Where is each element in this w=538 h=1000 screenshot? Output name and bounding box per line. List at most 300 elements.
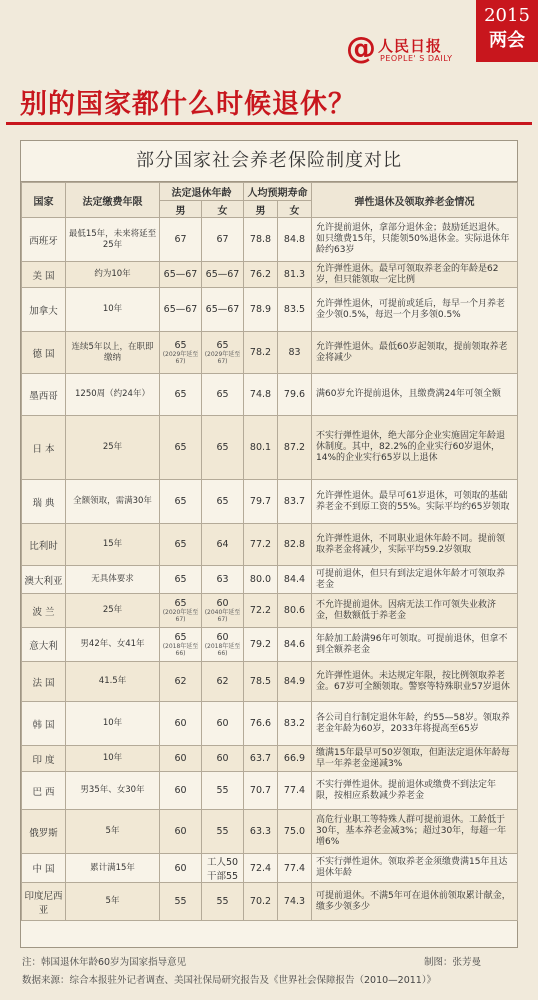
cell-country-text: 中 国	[32, 864, 55, 875]
brand-english: PEOPLE' S DAILY	[380, 54, 453, 63]
cell-flex	[312, 662, 518, 702]
brand-name: 人民日报	[378, 37, 443, 55]
cell-country-text: 加拿大	[29, 305, 58, 317]
cell-contribution	[66, 702, 160, 746]
cell-contribution-text: 15年	[102, 539, 123, 549]
cell-life-male	[244, 594, 278, 628]
cell-retire-male-text: 60	[174, 718, 187, 729]
cell-country	[22, 218, 66, 262]
cell-life-female	[278, 332, 312, 374]
cell-life-female-text: 87.2	[283, 442, 306, 453]
cell-life-female-text: 82.8	[283, 539, 306, 550]
cell-flex	[312, 854, 518, 883]
header-contribution: 法定缴费年限	[66, 183, 160, 218]
badge-year: 2015	[484, 5, 530, 26]
cell-life-female-text: 74.3	[283, 896, 306, 907]
header-retire-age: 法定退休年龄	[160, 183, 244, 201]
table-row	[22, 854, 518, 883]
cell-life-male-text: 70.2	[249, 896, 272, 907]
cell-country-text: 比利时	[29, 540, 58, 552]
cell-life-female	[278, 262, 312, 288]
cell-flex-text: 高危行业职工等特殊人群可提前退休。工龄低于30年，基本养老金减3%；超过30年，每超一年增6%	[316, 815, 507, 847]
header-retire-female: 女	[202, 201, 244, 218]
cell-life-female-text: 84.8	[283, 234, 306, 245]
cell-life-female-text: 77.4	[283, 785, 306, 796]
cell-contribution	[66, 524, 160, 566]
table-title: 部分国家社会养老保险制度对比	[21, 141, 517, 182]
cell-country-text: 意大利	[29, 640, 58, 652]
cell-contribution	[66, 374, 160, 416]
cell-flex-text: 可提前退休，但只有到法定退休年龄才可领取养老金	[316, 568, 506, 590]
cell-contribution	[66, 854, 160, 883]
cell-contribution-text: 男42年、女41年	[80, 639, 145, 649]
cell-country	[22, 702, 66, 746]
cell-contribution-text: 无具体要求	[91, 574, 134, 584]
cell-retire-female-text: 工人50 干部55	[206, 857, 239, 882]
comparison-table-panel	[20, 140, 518, 948]
cell-retire-male-text: 65	[174, 389, 187, 400]
cell-flex-text: 各公司自行制定退休年龄，约55—58岁。领取养老金年龄为60岁，2033年将提高至65岁	[316, 712, 510, 734]
cell-life-male-text: 63.3	[249, 826, 272, 837]
cell-retire-female-text: 55	[216, 896, 229, 907]
cell-retire-male-text: 62	[174, 676, 187, 687]
cell-retire-male-text: 60	[174, 826, 187, 837]
cell-life-male-text: 78.2	[249, 347, 272, 358]
cell-retire-male	[160, 480, 202, 524]
footer-credit: 制图：张芳曼	[424, 957, 482, 968]
cell-retire-female-text: 65	[216, 442, 229, 453]
cell-life-male-text: 78.8	[249, 234, 272, 245]
cell-life-male	[244, 702, 278, 746]
cell-life-male-text: 70.7	[249, 785, 272, 796]
table-row	[22, 566, 518, 594]
cell-retire-female-text: 65—67	[205, 269, 240, 280]
cell-contribution	[66, 662, 160, 702]
cell-retire-female	[202, 883, 244, 921]
cell-retire-male	[160, 883, 202, 921]
cell-life-male	[244, 628, 278, 662]
cell-flex-text: 允许弹性退休，可提前或延后，每早一个月养老金少领0.5%，每迟一个月多领0.5%	[316, 298, 506, 320]
cell-country	[22, 416, 66, 480]
cell-contribution	[66, 883, 160, 921]
cell-flex-text: 不实行弹性退休。提前退休或缴费不到法定年限，按相应系数减少养老金	[316, 779, 497, 801]
cell-country-text: 美 国	[32, 270, 55, 282]
cell-retire-female-text: 55	[216, 826, 229, 837]
cell-life-female-text: 77.4	[283, 862, 306, 874]
cell-flex	[312, 480, 518, 524]
cell-flex	[312, 524, 518, 566]
cell-retire-female-text: 60	[216, 718, 229, 729]
cell-flex	[312, 262, 518, 288]
cell-retire-female	[202, 594, 244, 628]
cell-life-male-text: 78.5	[249, 676, 272, 687]
cell-life-female	[278, 374, 312, 416]
cell-retire-male-text: 55	[174, 896, 187, 907]
table-row	[22, 374, 518, 416]
cell-retire-male	[160, 218, 202, 262]
cell-life-male-text: 78.9	[249, 304, 272, 315]
cell-flex-text: 满60岁允许提前退休，且缴费满24年可领全额	[316, 389, 501, 399]
cell-contribution-text: 男35年、女30年	[80, 785, 145, 795]
header-retire-male: 男	[160, 201, 202, 218]
cell-retire-female-note: (2029年延至67)	[204, 351, 241, 365]
headline-rule	[6, 122, 532, 125]
cell-retire-female	[202, 218, 244, 262]
cell-retire-male	[160, 288, 202, 332]
cell-country	[22, 594, 66, 628]
cell-life-female	[278, 480, 312, 524]
cell-life-male-text: 72.2	[249, 605, 272, 616]
cell-life-male	[244, 810, 278, 854]
cell-retire-female-text: 62	[216, 676, 229, 687]
cell-flex	[312, 566, 518, 594]
cell-retire-female	[202, 332, 244, 374]
table-row	[22, 810, 518, 854]
cell-contribution-text: 41.5年	[98, 676, 127, 686]
table-row	[22, 662, 518, 702]
cell-retire-female-text: 65—67	[205, 304, 240, 315]
table-row	[22, 746, 518, 772]
cell-flex	[312, 374, 518, 416]
page-headline: 别的国家都什么时候退休？	[20, 89, 356, 120]
cell-retire-male-note: (2020年延至67)	[162, 609, 199, 623]
cell-retire-male	[160, 854, 202, 883]
cell-country-text: 德 国	[32, 348, 55, 360]
cell-life-female	[278, 416, 312, 480]
cell-retire-male-note: (2018年延至66)	[162, 643, 199, 657]
header-life: 人均预期寿命	[244, 183, 312, 201]
cell-life-female	[278, 218, 312, 262]
cell-life-female-text: 84.6	[283, 639, 306, 650]
cell-flex-text: 不允许提前退休。因病无法工作可领失业救济金，但数额低于养老金	[316, 599, 497, 621]
cell-retire-female	[202, 854, 244, 883]
cell-contribution-text: 最低15年，未来将延至25年	[68, 228, 157, 250]
cell-flex-text: 不实行弹性退休。领取养老金须缴费满15年且达退休年龄	[316, 857, 508, 878]
cell-country-text: 日 本	[32, 443, 55, 455]
cell-flex	[312, 628, 518, 662]
cell-life-female	[278, 810, 312, 854]
cell-life-female	[278, 566, 312, 594]
cell-country-text: 巴 西	[32, 786, 55, 798]
cell-contribution-text: 10年	[102, 753, 123, 763]
cell-country	[22, 480, 66, 524]
cell-contribution-text: 连续5年以上，在职即缴纳	[71, 341, 154, 363]
cell-life-female	[278, 702, 312, 746]
cell-retire-male-text: 67	[174, 234, 187, 245]
cell-retire-male-text: 60	[174, 785, 187, 796]
cell-retire-female-note: (2018年延至66)	[204, 643, 241, 657]
brand-logo	[346, 32, 466, 68]
table-row	[22, 883, 518, 921]
cell-life-female-text: 80.6	[283, 605, 306, 616]
cell-life-male-text: 76.6	[249, 718, 272, 729]
cell-retire-male	[160, 772, 202, 810]
cell-flex-text: 可提前退休。不满5年可在退休前领取累计献金，缴多少领多少	[316, 890, 511, 912]
cell-country-text: 韩 国	[32, 719, 55, 731]
cell-retire-male-text: 65	[174, 539, 187, 550]
cell-contribution	[66, 288, 160, 332]
cell-life-female-text: 83.2	[283, 718, 306, 729]
comparison-table	[21, 182, 518, 921]
cell-life-male-text: 79.7	[249, 496, 272, 507]
cell-contribution	[66, 594, 160, 628]
cell-retire-female	[202, 524, 244, 566]
cell-retire-female-text: 65	[216, 340, 229, 351]
cell-flex-text: 允许弹性退休。最早可61岁退休，可领取的基础养老金不到原工资的55%。实际平均约65岁领取	[316, 490, 510, 512]
cell-flex	[312, 772, 518, 810]
header-country: 国家	[22, 183, 66, 218]
cell-contribution	[66, 416, 160, 480]
cell-country-text: 澳大利亚	[24, 575, 63, 587]
cell-retire-female	[202, 702, 244, 746]
cell-life-female	[278, 288, 312, 332]
cell-retire-male-note: (2029年延至67)	[162, 351, 199, 365]
header-life-male: 男	[244, 201, 278, 218]
cell-retire-male-text: 65	[174, 496, 187, 507]
cell-life-female	[278, 883, 312, 921]
table-row	[22, 416, 518, 480]
cell-retire-male	[160, 416, 202, 480]
cell-retire-male	[160, 662, 202, 702]
cell-contribution	[66, 746, 160, 772]
cell-life-male-text: 79.2	[249, 639, 272, 650]
cell-country	[22, 810, 66, 854]
cell-country	[22, 374, 66, 416]
cell-life-female	[278, 662, 312, 702]
cell-life-male	[244, 262, 278, 288]
cell-retire-female-text: 60	[216, 598, 229, 609]
cell-retire-male-text: 65	[174, 340, 187, 351]
cell-retire-female-text: 64	[216, 539, 229, 550]
brand-mark-icon: @	[346, 31, 376, 66]
cell-life-female-text: 79.6	[283, 389, 306, 400]
cell-retire-male	[160, 262, 202, 288]
cell-retire-female	[202, 566, 244, 594]
cell-flex-text: 缴满15年最早可50岁领取，但距法定退休年龄每早一年养老金递减3%	[316, 747, 510, 769]
header-life-female: 女	[278, 201, 312, 218]
cell-life-male	[244, 374, 278, 416]
cell-flex	[312, 594, 518, 628]
cell-retire-female-text: 67	[216, 234, 229, 245]
cell-life-female-text: 83	[288, 347, 301, 358]
cell-contribution	[66, 218, 160, 262]
cell-retire-male	[160, 594, 202, 628]
cell-life-male	[244, 854, 278, 883]
cell-country	[22, 332, 66, 374]
cell-retire-female	[202, 374, 244, 416]
cell-retire-female	[202, 746, 244, 772]
cell-life-male	[244, 883, 278, 921]
cell-life-female	[278, 854, 312, 883]
cell-retire-male	[160, 374, 202, 416]
cell-flex	[312, 810, 518, 854]
cell-life-male-text: 77.2	[249, 539, 272, 550]
cell-retire-female-text: 65	[216, 389, 229, 400]
table-row	[22, 262, 518, 288]
cell-contribution	[66, 480, 160, 524]
cell-contribution	[66, 772, 160, 810]
cell-life-male	[244, 746, 278, 772]
table-row	[22, 702, 518, 746]
cell-flex-text: 允许提前退休，拿部分退休金；鼓励延迟退休。如只缴费15年，只能领50%退休金。实际退休年龄约63岁	[316, 223, 510, 255]
cell-life-female-text: 84.9	[283, 676, 306, 687]
cell-life-female-text: 81.3	[283, 269, 306, 280]
cell-flex-text: 年龄加工龄满96年可领取。可提前退休，但拿不到全额养老金	[316, 633, 508, 655]
cell-country-text: 俄罗斯	[29, 827, 58, 839]
cell-flex-text: 允许弹性退休，不同职业退休年龄不同。提前领取养老金将减少，实际平均59.2岁领取	[316, 533, 506, 555]
cell-country-text: 瑞 典	[32, 497, 55, 509]
cell-country-text: 波 兰	[32, 606, 55, 618]
cell-contribution	[66, 810, 160, 854]
cell-retire-female-note: (2040年延至67)	[204, 609, 241, 623]
cell-retire-male	[160, 746, 202, 772]
cell-life-male	[244, 288, 278, 332]
table-row	[22, 772, 518, 810]
cell-retire-male	[160, 332, 202, 374]
cell-retire-male-text: 65—67	[163, 304, 198, 315]
cell-contribution-text: 累计满15年	[90, 862, 135, 873]
cell-retire-female	[202, 810, 244, 854]
cell-flex	[312, 218, 518, 262]
cell-life-female	[278, 628, 312, 662]
cell-life-female	[278, 524, 312, 566]
cell-retire-male-text: 65	[174, 574, 187, 585]
cell-life-male	[244, 416, 278, 480]
cell-life-female-text: 75.0	[283, 826, 306, 837]
cell-country-text: 法 国	[32, 677, 55, 689]
cell-flex	[312, 416, 518, 480]
cell-retire-male	[160, 566, 202, 594]
cell-retire-female	[202, 628, 244, 662]
cell-country	[22, 772, 66, 810]
cell-retire-male-text: 65—67	[163, 269, 198, 280]
cell-contribution-text: 约为10年	[94, 269, 131, 279]
cell-life-female-text: 66.9	[283, 753, 306, 764]
cell-country	[22, 628, 66, 662]
cell-retire-female-text: 60	[216, 632, 229, 643]
cell-flex	[312, 288, 518, 332]
footer-note: 注：韩国退休年龄60岁为国家指导意见	[22, 957, 187, 968]
header-flex: 弹性退休及领取养老金情况	[312, 183, 518, 218]
cell-country-text: 墨西哥	[29, 390, 58, 402]
cell-flex-text: 允许弹性退休。最早可领取养老金的年龄是62岁，但只能领取一定比例	[316, 263, 499, 285]
cell-life-male	[244, 662, 278, 702]
cell-life-female	[278, 746, 312, 772]
cell-country	[22, 524, 66, 566]
cell-contribution-text: 10年	[102, 304, 123, 314]
cell-contribution-text: 全额领取，需满30年	[73, 496, 152, 506]
cell-retire-female-text: 63	[216, 574, 229, 585]
cell-life-female-text: 84.4	[283, 574, 306, 585]
cell-contribution-text: 1250周（约24年）	[75, 389, 150, 399]
table-row	[22, 628, 518, 662]
cell-retire-male	[160, 524, 202, 566]
cell-retire-female	[202, 288, 244, 332]
cell-life-male-text: 74.8	[249, 389, 272, 400]
cell-life-male	[244, 524, 278, 566]
cell-life-male-text: 80.1	[249, 442, 272, 453]
cell-flex-text: 允许弹性退休。未达规定年限，按比例领取养老金。67岁可全额领取。警察等特殊职业57岁退休	[316, 670, 510, 692]
cell-retire-male	[160, 810, 202, 854]
cell-life-male-text: 80.0	[249, 574, 272, 585]
cell-retire-female-text: 65	[216, 496, 229, 507]
cell-life-female-text: 83.7	[283, 496, 306, 507]
cell-contribution	[66, 628, 160, 662]
cell-country	[22, 854, 66, 883]
cell-retire-male-text: 65	[174, 598, 187, 609]
cell-life-male	[244, 332, 278, 374]
cell-flex	[312, 883, 518, 921]
cell-retire-male	[160, 702, 202, 746]
cell-life-male	[244, 772, 278, 810]
cell-retire-female-text: 60	[216, 753, 229, 764]
cell-life-female-text: 83.5	[283, 304, 306, 315]
cell-country-text: 西班牙	[29, 235, 58, 247]
cell-flex	[312, 702, 518, 746]
table-body	[22, 218, 518, 921]
cell-retire-male	[160, 628, 202, 662]
cell-life-male-text: 76.2	[249, 269, 272, 280]
cell-country-text: 印 度	[32, 754, 55, 766]
table-row	[22, 288, 518, 332]
cell-retire-female	[202, 772, 244, 810]
year-badge	[476, 0, 538, 62]
cell-flex-text: 不实行弹性退休，绝大部分企业实施固定年龄退休制度。其中，82.2%的企业实行60岁退休，14%的企业实行65岁以上退休	[316, 431, 506, 463]
cell-flex	[312, 746, 518, 772]
cell-retire-male-text: 65	[174, 632, 187, 643]
table-row	[22, 218, 518, 262]
cell-country	[22, 883, 66, 921]
table-row	[22, 480, 518, 524]
cell-country	[22, 662, 66, 702]
cell-retire-female	[202, 416, 244, 480]
cell-contribution	[66, 262, 160, 288]
cell-retire-female	[202, 662, 244, 702]
badge-label: 两会	[489, 30, 525, 51]
cell-country	[22, 566, 66, 594]
cell-retire-female-text: 55	[216, 785, 229, 796]
cell-retire-male-text: 60	[174, 753, 187, 764]
cell-contribution-text: 25年	[102, 605, 123, 615]
footer-source: 数据来源：综合本报驻外记者调查、美国社保局研究报告及《世界社会保障报告（2010—2011）》	[22, 975, 437, 986]
table-row	[22, 594, 518, 628]
cell-retire-male-text: 65	[174, 442, 187, 453]
cell-life-male	[244, 218, 278, 262]
cell-country	[22, 288, 66, 332]
cell-retire-female	[202, 480, 244, 524]
cell-country	[22, 262, 66, 288]
cell-flex	[312, 332, 518, 374]
table-row	[22, 524, 518, 566]
cell-life-male-text: 72.4	[249, 862, 272, 874]
cell-retire-female	[202, 262, 244, 288]
cell-contribution-text: 5年	[105, 826, 120, 836]
cell-contribution-text: 10年	[102, 718, 123, 728]
cell-retire-male-text: 60	[174, 862, 187, 874]
cell-country-text: 印度尼西亚	[24, 890, 63, 916]
table-row	[22, 332, 518, 374]
cell-country	[22, 746, 66, 772]
cell-life-male	[244, 480, 278, 524]
cell-life-female	[278, 772, 312, 810]
cell-life-male	[244, 566, 278, 594]
cell-contribution	[66, 332, 160, 374]
cell-flex-text: 允许弹性退休。最低60岁起领取，提前领取养老金将减少	[316, 341, 508, 363]
cell-contribution-text: 25年	[102, 442, 123, 452]
cell-contribution-text: 5年	[105, 896, 120, 906]
cell-life-female	[278, 594, 312, 628]
cell-contribution	[66, 566, 160, 594]
